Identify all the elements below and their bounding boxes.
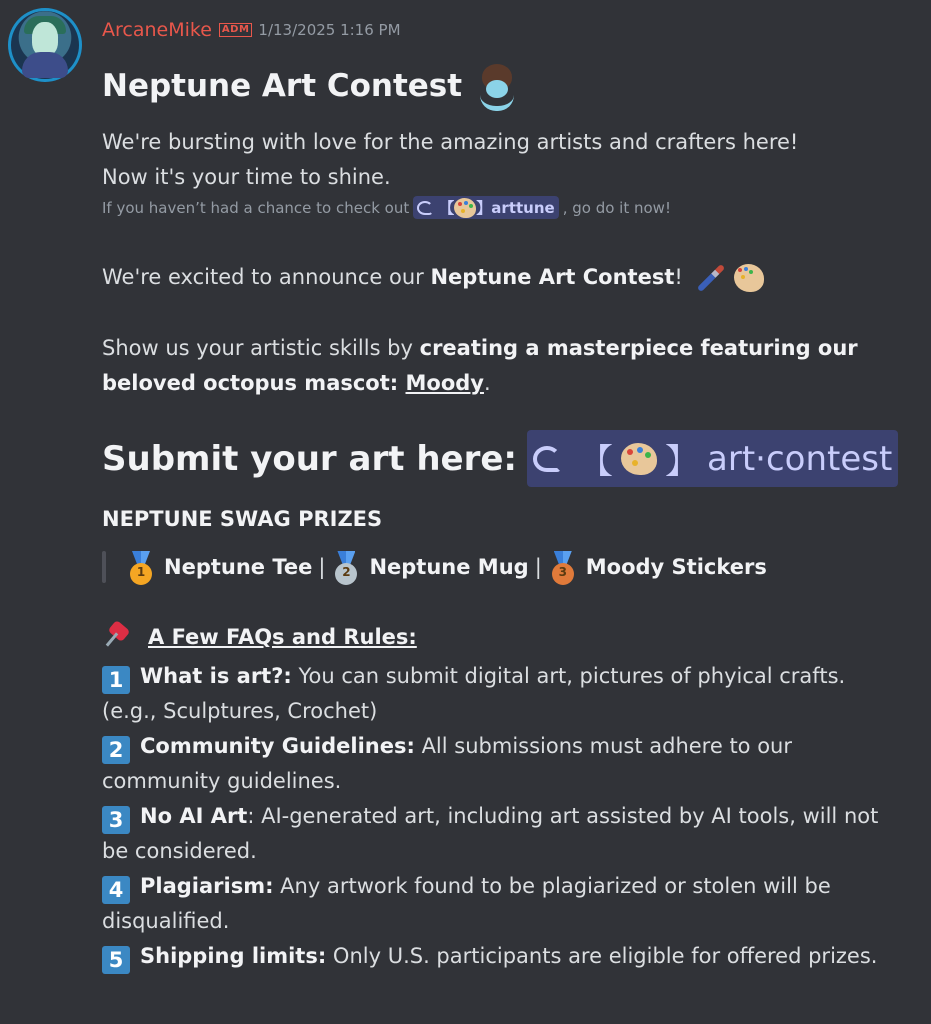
faq-text: : AI-generated art, including art assisted by AI tools, will not be considered. — [102, 804, 879, 863]
intro-line-2: Now it's your time to shine. — [102, 165, 391, 189]
prizes-quote — [102, 550, 767, 584]
blockquote-bar — [102, 551, 106, 583]
silver-medal-icon: 2 — [333, 551, 359, 583]
keycap-4-icon: 4 — [102, 876, 130, 904]
message-timestamp[interactable]: 1/13/2025 1:16 PM — [258, 21, 401, 39]
intro-line-1: We're bursting with love for the amazing artists and crafters here! — [102, 130, 799, 154]
faq-title: Shipping limits: — [140, 944, 327, 968]
keycap-5-icon: 5 — [102, 946, 130, 974]
bracket-close: 】 — [665, 442, 700, 482]
prize-separator: | — [318, 555, 326, 579]
palette-icon — [621, 443, 657, 475]
pushpin-icon — [102, 622, 132, 652]
prize-1-label: Neptune Tee — [164, 555, 313, 579]
show-line-2 — [102, 366, 491, 401]
bracket-close: 】 — [476, 199, 492, 217]
announce-bold: Neptune Art Contest — [430, 265, 675, 289]
announce-before: We're excited to announce our — [102, 265, 431, 289]
announce-line — [102, 260, 764, 295]
prize-separator: | — [534, 555, 542, 579]
gold-medal-icon: 1 — [128, 551, 154, 583]
prizes-heading: NEPTUNE SWAG PRIZES — [102, 507, 383, 531]
faq-heading-line — [102, 622, 417, 652]
subtext-before: If you haven’t had a chance to check out — [102, 198, 410, 217]
channel-name: art·contest — [707, 438, 893, 479]
subtext-after: , go do it now! — [562, 198, 671, 217]
show-bold-1: creating a masterpiece featuring our — [419, 336, 858, 360]
announce-after: ! — [674, 265, 683, 289]
prize-3-label: Moody Stickers — [585, 555, 767, 579]
show-bold-2: beloved octopus mascot: — [102, 371, 406, 395]
admin-badge: ADM — [219, 23, 253, 37]
prize-2-label: Neptune Mug — [369, 555, 529, 579]
avatar-body — [22, 52, 68, 78]
keycap-1-icon: 1 — [102, 666, 130, 694]
paintbrush-icon — [696, 264, 724, 292]
title-text: Neptune Art Contest — [102, 68, 463, 104]
channel-name: arttune — [491, 198, 555, 217]
user-avatar[interactable] — [8, 8, 82, 82]
submit-heading — [102, 430, 902, 487]
bracket-open: 【 — [439, 199, 455, 217]
faq-text: Only U.S. participants are eligible for offered prizes. — [326, 944, 878, 968]
moon-channel-icon — [417, 201, 433, 215]
faq-item-4 — [102, 869, 882, 939]
keycap-2-icon: 2 — [102, 736, 130, 764]
moon-channel-icon — [533, 446, 561, 472]
octopus-artist-icon — [472, 62, 520, 110]
username[interactable]: ArcaneMike — [102, 19, 212, 41]
faq-title: Community Guidelines: — [140, 734, 415, 758]
bracket-open: 【 — [579, 442, 614, 482]
message-header — [102, 17, 401, 43]
show-line-1 — [102, 331, 858, 366]
faq-title: No AI Art — [140, 804, 248, 828]
faq-title: Plagiarism: — [140, 874, 274, 898]
faq-heading: A Few FAQs and Rules: — [148, 625, 417, 649]
mascot-name: Moody — [405, 371, 484, 395]
keycap-3-icon: 3 — [102, 806, 130, 834]
show-after: . — [483, 371, 491, 395]
bronze-medal-icon: 3 — [550, 551, 576, 583]
subtext-line — [102, 196, 671, 219]
show-before: Show us your artistic skills by — [102, 336, 420, 360]
faq-item-5 — [102, 939, 882, 974]
channel-mention-arttune[interactable] — [413, 196, 558, 219]
faq-item-2 — [102, 729, 882, 799]
faq-text: Any artwork found to be plagiarized or stolen will be disqualified. — [102, 874, 831, 933]
message-title — [102, 62, 520, 110]
faq-title: What is art?: — [140, 664, 292, 688]
faq-item-3 — [102, 799, 882, 869]
faq-text: You can submit digital art, pictures of phyical crafts. (e.g., Sculptures, Crochet) — [102, 664, 846, 723]
submit-label: Submit your art here: — [102, 438, 518, 479]
avatar-face — [32, 22, 58, 56]
faq-text: All submissions must adhere to our community guidelines. — [102, 734, 792, 793]
channel-mention-art-contest[interactable] — [527, 430, 898, 487]
faq-item-1 — [102, 659, 882, 729]
palette-icon — [454, 198, 476, 218]
palette-icon — [734, 264, 764, 292]
